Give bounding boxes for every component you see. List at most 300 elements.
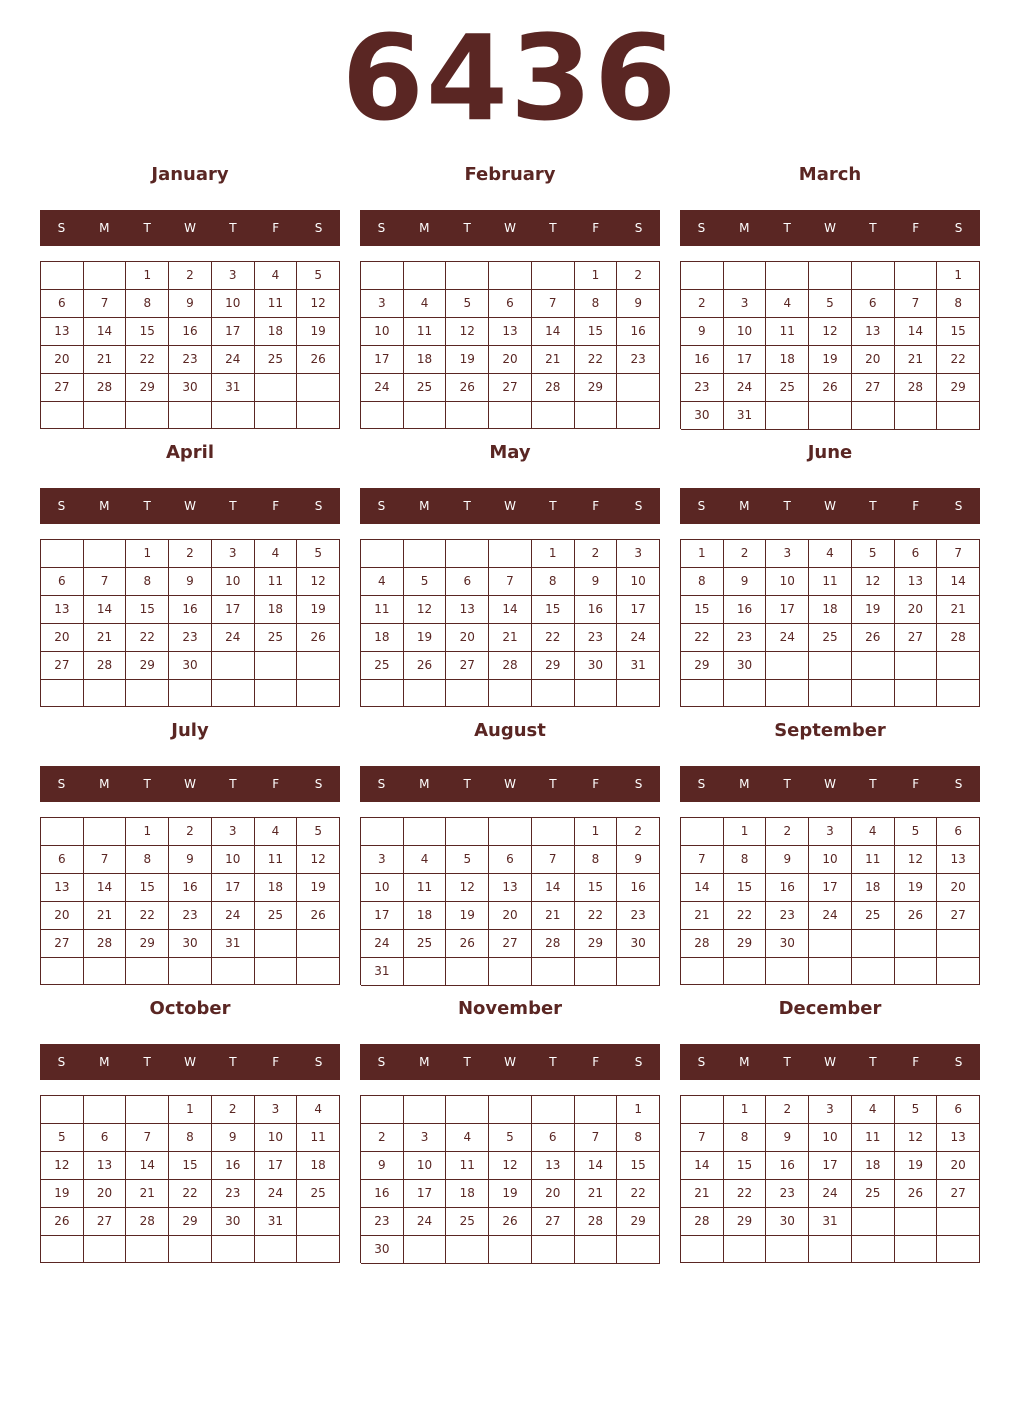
empty-cell [212, 958, 255, 985]
day-cell: 7 [126, 1124, 169, 1152]
day-cell: 21 [489, 624, 532, 652]
day-cell: 1 [724, 1096, 767, 1124]
empty-cell [361, 818, 404, 846]
weekday-header [40, 1044, 340, 1080]
weekday-header [680, 766, 980, 802]
day-cell: 3 [361, 846, 404, 874]
day-cell: 18 [255, 318, 298, 346]
day-cell: 7 [532, 846, 575, 874]
day-cell: 16 [169, 874, 212, 902]
empty-cell [169, 1236, 212, 1263]
day-cell: 13 [41, 318, 84, 346]
day-cell: 31 [212, 374, 255, 402]
empty-cell [809, 680, 852, 707]
day-cell: 25 [446, 1208, 489, 1236]
day-cell: 19 [446, 346, 489, 374]
day-cell: 22 [169, 1180, 212, 1208]
day-cell: 14 [937, 568, 980, 596]
day-cell: 20 [41, 902, 84, 930]
day-cell: 2 [724, 540, 767, 568]
day-cell: 25 [255, 346, 298, 374]
day-cell: 27 [937, 1180, 980, 1208]
day-cell: 24 [809, 902, 852, 930]
day-grid [360, 261, 660, 429]
empty-cell [532, 1096, 575, 1124]
day-cell: 3 [212, 818, 255, 846]
weekday-label: S [954, 221, 963, 235]
day-cell: 15 [126, 318, 169, 346]
day-cell: 11 [255, 568, 298, 596]
empty-cell [126, 1236, 169, 1263]
weekday-label: S [954, 777, 963, 791]
weekday-label: T [143, 777, 151, 791]
weekday-label: W [184, 777, 196, 791]
day-cell: 4 [404, 846, 447, 874]
weekday-label: S [377, 1055, 386, 1069]
day-cell: 9 [212, 1124, 255, 1152]
empty-cell [212, 1236, 255, 1263]
day-cell: 27 [852, 374, 895, 402]
day-cell: 12 [297, 290, 340, 318]
day-cell: 8 [681, 568, 724, 596]
day-cell: 21 [681, 902, 724, 930]
day-cell: 6 [937, 818, 980, 846]
empty-cell [895, 262, 938, 290]
weekday-label: S [954, 1055, 963, 1069]
empty-cell [446, 680, 489, 707]
day-cell: 25 [766, 374, 809, 402]
empty-cell [937, 1236, 980, 1263]
weekday-label: T [463, 1055, 471, 1069]
day-cell: 2 [575, 540, 618, 568]
empty-cell [126, 680, 169, 707]
empty-cell [84, 680, 127, 707]
empty-cell [446, 262, 489, 290]
weekday-label: T [549, 1055, 557, 1069]
weekday-label: T [869, 1055, 877, 1069]
day-cell: 10 [617, 568, 660, 596]
day-cell: 22 [724, 902, 767, 930]
weekday-label: S [634, 221, 643, 235]
empty-cell [766, 402, 809, 430]
day-cell: 13 [489, 874, 532, 902]
empty-cell [809, 402, 852, 430]
weekday-header [360, 488, 660, 524]
day-cell: 30 [169, 652, 212, 680]
day-cell: 27 [532, 1208, 575, 1236]
day-cell: 7 [84, 568, 127, 596]
empty-cell [809, 1236, 852, 1263]
day-cell: 28 [681, 930, 724, 958]
day-cell: 5 [297, 262, 340, 290]
empty-cell [489, 540, 532, 568]
empty-cell [681, 262, 724, 290]
day-cell: 24 [361, 374, 404, 402]
weekday-label: F [272, 777, 280, 791]
weekday-label: T [229, 499, 237, 513]
day-cell: 4 [255, 262, 298, 290]
weekday-label: T [549, 777, 557, 791]
weekday-header [360, 210, 660, 246]
day-cell: 15 [169, 1152, 212, 1180]
day-grid [40, 817, 340, 985]
day-cell: 14 [532, 874, 575, 902]
month-name: May [489, 442, 531, 463]
empty-cell [617, 402, 660, 429]
day-cell: 30 [617, 930, 660, 958]
empty-cell [446, 540, 489, 568]
empty-cell [212, 680, 255, 707]
empty-cell [404, 818, 447, 846]
day-cell: 22 [126, 346, 169, 374]
empty-cell [255, 652, 298, 680]
day-cell: 24 [724, 374, 767, 402]
weekday-label: S [57, 499, 66, 513]
empty-cell [84, 958, 127, 985]
day-cell: 19 [446, 902, 489, 930]
day-cell: 9 [617, 290, 660, 318]
weekday-label: F [912, 1055, 920, 1069]
day-cell: 22 [937, 346, 980, 374]
day-cell: 11 [809, 568, 852, 596]
day-cell: 22 [126, 624, 169, 652]
day-cell: 24 [809, 1180, 852, 1208]
empty-cell [766, 958, 809, 985]
day-cell: 2 [212, 1096, 255, 1124]
empty-cell [724, 958, 767, 985]
day-cell: 8 [575, 846, 618, 874]
day-cell: 23 [575, 624, 618, 652]
day-cell: 29 [126, 930, 169, 958]
day-cell: 17 [361, 902, 404, 930]
day-cell: 26 [446, 930, 489, 958]
day-cell: 10 [212, 846, 255, 874]
day-cell: 24 [361, 930, 404, 958]
empty-cell [169, 958, 212, 985]
weekday-label: S [314, 499, 323, 513]
empty-cell [852, 680, 895, 707]
day-cell: 8 [532, 568, 575, 596]
month-name: March [798, 164, 862, 185]
day-cell: 19 [404, 624, 447, 652]
weekday-label: T [143, 499, 151, 513]
day-cell: 6 [41, 568, 84, 596]
empty-cell [852, 1208, 895, 1236]
weekday-label: F [272, 499, 280, 513]
day-cell: 2 [169, 818, 212, 846]
day-cell: 1 [169, 1096, 212, 1124]
weekday-label: W [824, 221, 836, 235]
day-cell: 11 [255, 846, 298, 874]
day-cell: 28 [84, 374, 127, 402]
day-cell: 20 [446, 624, 489, 652]
empty-cell [361, 402, 404, 429]
weekday-label: T [229, 221, 237, 235]
empty-cell [84, 818, 127, 846]
empty-cell [489, 402, 532, 429]
day-cell: 9 [681, 318, 724, 346]
empty-cell [766, 262, 809, 290]
day-cell: 16 [681, 346, 724, 374]
day-cell: 26 [446, 374, 489, 402]
day-cell: 12 [489, 1152, 532, 1180]
empty-cell [404, 1236, 447, 1264]
day-cell: 26 [809, 374, 852, 402]
day-cell: 12 [809, 318, 852, 346]
empty-cell [446, 1096, 489, 1124]
weekday-label: S [634, 499, 643, 513]
day-cell: 8 [126, 290, 169, 318]
day-cell: 25 [255, 624, 298, 652]
weekday-header [40, 488, 340, 524]
day-cell: 30 [212, 1208, 255, 1236]
day-cell: 11 [852, 1124, 895, 1152]
day-cell: 1 [724, 818, 767, 846]
day-cell: 6 [532, 1124, 575, 1152]
day-cell: 1 [532, 540, 575, 568]
empty-cell [255, 958, 298, 985]
day-cell: 17 [617, 596, 660, 624]
day-cell: 29 [532, 652, 575, 680]
day-cell: 7 [895, 290, 938, 318]
day-cell: 12 [446, 318, 489, 346]
day-cell: 14 [84, 318, 127, 346]
day-cell: 3 [724, 290, 767, 318]
calendar-year-title: 6436 [341, 9, 679, 147]
day-cell: 5 [446, 846, 489, 874]
day-cell: 11 [852, 846, 895, 874]
day-cell: 21 [895, 346, 938, 374]
empty-cell [724, 680, 767, 707]
empty-cell [212, 402, 255, 429]
empty-cell [809, 930, 852, 958]
empty-cell [297, 1236, 340, 1263]
empty-cell [937, 652, 980, 680]
day-cell: 20 [937, 874, 980, 902]
empty-cell [41, 680, 84, 707]
day-cell: 22 [126, 902, 169, 930]
day-cell: 5 [297, 818, 340, 846]
empty-cell [297, 930, 340, 958]
day-cell: 7 [681, 846, 724, 874]
day-cell: 10 [809, 846, 852, 874]
month-name: November [457, 998, 563, 1019]
day-cell: 21 [532, 346, 575, 374]
day-cell: 4 [852, 818, 895, 846]
empty-cell [489, 958, 532, 986]
day-cell: 31 [617, 652, 660, 680]
day-cell: 8 [724, 846, 767, 874]
day-cell: 25 [404, 930, 447, 958]
day-cell: 16 [617, 318, 660, 346]
day-cell: 26 [297, 902, 340, 930]
day-cell: 15 [532, 596, 575, 624]
day-cell: 27 [895, 624, 938, 652]
weekday-label: T [869, 777, 877, 791]
weekday-label: S [697, 1055, 706, 1069]
day-cell: 31 [809, 1208, 852, 1236]
empty-cell [852, 1236, 895, 1263]
empty-cell [809, 262, 852, 290]
day-cell: 17 [212, 596, 255, 624]
weekday-label: S [57, 1055, 66, 1069]
day-cell: 15 [617, 1152, 660, 1180]
day-cell: 26 [297, 624, 340, 652]
day-cell: 15 [681, 596, 724, 624]
day-cell: 21 [84, 902, 127, 930]
day-cell: 25 [361, 652, 404, 680]
day-cell: 21 [681, 1180, 724, 1208]
day-cell: 7 [532, 290, 575, 318]
day-cell: 23 [212, 1180, 255, 1208]
day-cell: 26 [297, 346, 340, 374]
day-cell: 16 [617, 874, 660, 902]
day-cell: 6 [446, 568, 489, 596]
day-cell: 28 [895, 374, 938, 402]
empty-cell [489, 1236, 532, 1264]
weekday-label: T [869, 221, 877, 235]
day-cell: 16 [766, 1152, 809, 1180]
empty-cell [41, 818, 84, 846]
day-cell: 25 [809, 624, 852, 652]
day-cell: 7 [937, 540, 980, 568]
empty-cell [297, 402, 340, 429]
empty-cell [575, 402, 618, 429]
weekday-label: M [99, 777, 110, 791]
day-cell: 14 [895, 318, 938, 346]
day-cell: 1 [126, 818, 169, 846]
day-cell: 28 [532, 930, 575, 958]
day-cell: 13 [489, 318, 532, 346]
weekday-label: W [504, 1055, 516, 1069]
day-cell: 6 [895, 540, 938, 568]
empty-cell [212, 652, 255, 680]
empty-cell [937, 1208, 980, 1236]
day-grid [360, 539, 660, 707]
weekday-label: S [57, 777, 66, 791]
day-cell: 3 [809, 1096, 852, 1124]
empty-cell [681, 680, 724, 707]
empty-cell [809, 958, 852, 985]
day-cell: 23 [169, 624, 212, 652]
day-cell: 13 [852, 318, 895, 346]
day-cell: 29 [126, 374, 169, 402]
day-cell: 28 [489, 652, 532, 680]
day-cell: 20 [852, 346, 895, 374]
day-cell: 20 [489, 346, 532, 374]
day-cell: 22 [724, 1180, 767, 1208]
empty-cell [617, 1236, 660, 1264]
day-cell: 17 [766, 596, 809, 624]
empty-cell [895, 402, 938, 430]
day-cell: 20 [895, 596, 938, 624]
day-cell: 13 [41, 596, 84, 624]
empty-cell [169, 680, 212, 707]
day-cell: 16 [575, 596, 618, 624]
day-cell: 11 [404, 874, 447, 902]
empty-cell [446, 402, 489, 429]
day-cell: 5 [297, 540, 340, 568]
day-cell: 1 [617, 1096, 660, 1124]
day-grid [40, 539, 340, 707]
day-cell: 17 [404, 1180, 447, 1208]
day-cell: 23 [169, 902, 212, 930]
day-cell: 1 [681, 540, 724, 568]
weekday-label: F [272, 221, 280, 235]
day-cell: 13 [41, 874, 84, 902]
day-cell: 18 [297, 1152, 340, 1180]
day-cell: 26 [404, 652, 447, 680]
day-cell: 4 [809, 540, 852, 568]
day-cell: 12 [852, 568, 895, 596]
day-cell: 19 [41, 1180, 84, 1208]
day-cell: 27 [41, 930, 84, 958]
empty-cell [489, 262, 532, 290]
day-grid [680, 817, 980, 985]
month-name: October [149, 998, 231, 1019]
day-cell: 14 [84, 596, 127, 624]
day-cell: 18 [446, 1180, 489, 1208]
day-cell: 9 [169, 290, 212, 318]
empty-cell [446, 1236, 489, 1264]
day-cell: 31 [255, 1208, 298, 1236]
day-cell: 26 [489, 1208, 532, 1236]
day-cell: 24 [212, 902, 255, 930]
day-cell: 4 [404, 290, 447, 318]
empty-cell [169, 402, 212, 429]
day-cell: 17 [809, 1152, 852, 1180]
day-cell: 25 [852, 1180, 895, 1208]
day-cell: 13 [937, 846, 980, 874]
weekday-label: T [143, 221, 151, 235]
day-cell: 29 [575, 374, 618, 402]
day-cell: 1 [575, 818, 618, 846]
day-cell: 1 [937, 262, 980, 290]
day-cell: 29 [126, 652, 169, 680]
day-cell: 26 [895, 902, 938, 930]
empty-cell [766, 1236, 809, 1263]
empty-cell [297, 680, 340, 707]
day-cell: 9 [766, 1124, 809, 1152]
empty-cell [617, 958, 660, 986]
day-cell: 2 [169, 262, 212, 290]
day-cell: 30 [169, 930, 212, 958]
day-cell: 11 [404, 318, 447, 346]
day-cell: 9 [361, 1152, 404, 1180]
weekday-label: S [377, 221, 386, 235]
day-cell: 30 [766, 1208, 809, 1236]
empty-cell [681, 818, 724, 846]
empty-cell [766, 652, 809, 680]
weekday-label: W [184, 221, 196, 235]
day-cell: 19 [297, 318, 340, 346]
day-cell: 10 [255, 1124, 298, 1152]
day-cell: 28 [126, 1208, 169, 1236]
day-grid [360, 817, 660, 985]
empty-cell [852, 402, 895, 430]
day-cell: 11 [297, 1124, 340, 1152]
weekday-label: M [99, 1055, 110, 1069]
day-cell: 16 [361, 1180, 404, 1208]
day-cell: 29 [617, 1208, 660, 1236]
empty-cell [297, 1208, 340, 1236]
day-cell: 8 [169, 1124, 212, 1152]
weekday-label: S [57, 221, 66, 235]
weekday-label: W [504, 499, 516, 513]
empty-cell [532, 262, 575, 290]
empty-cell [446, 818, 489, 846]
day-cell: 11 [255, 290, 298, 318]
